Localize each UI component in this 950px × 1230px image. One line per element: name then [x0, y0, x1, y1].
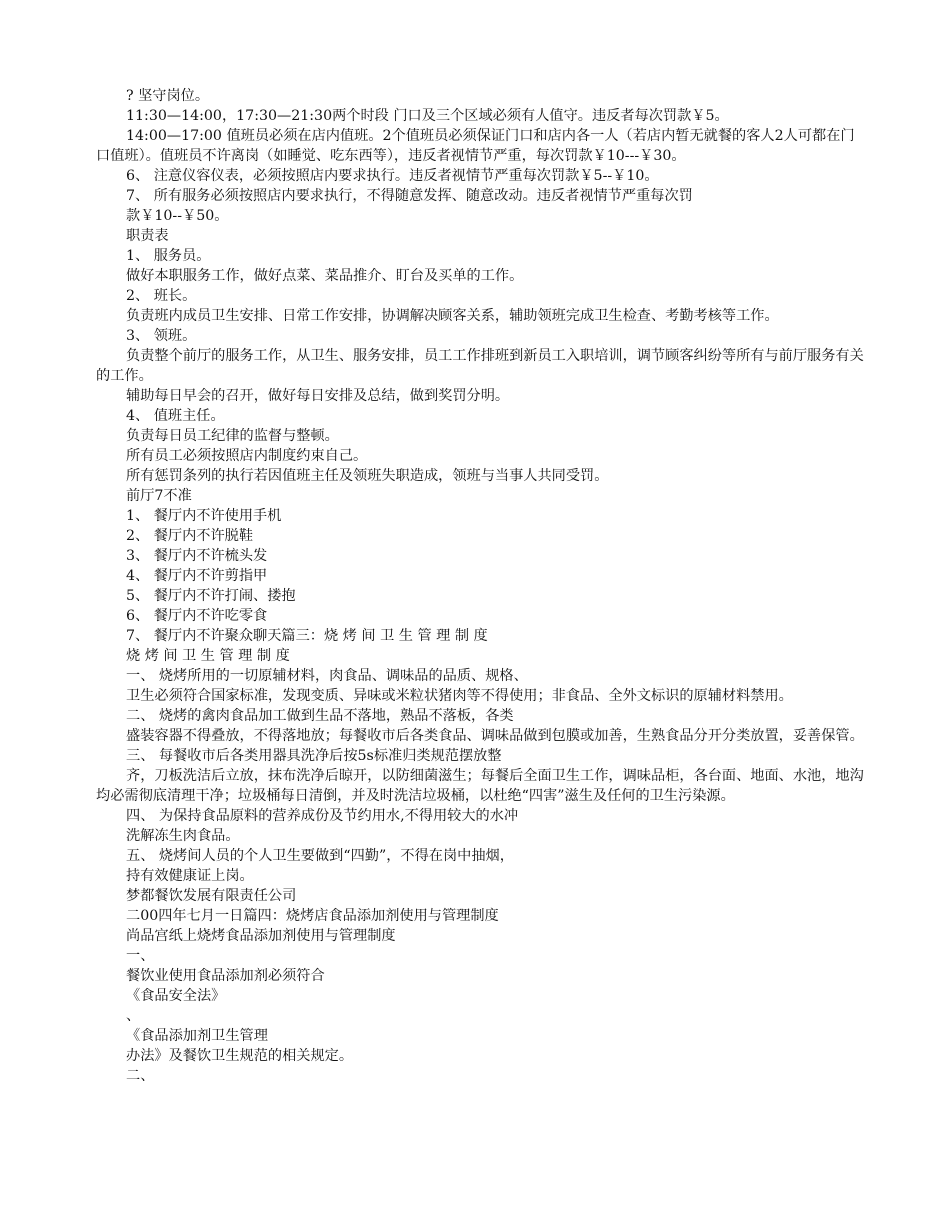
- document-line: 二、 烧烤的禽肉食品加工做到生品不落地，熟品不落板，各类: [126, 708, 514, 724]
- document-line: 二、: [126, 1068, 155, 1084]
- document-line: 6、 餐厅内不许吃零食: [126, 608, 268, 624]
- document-line: 负责整个前厅的服务工作，从卫生、服务安排，员工工作排班到新员工入职培训，调节顾客纠纷等所有与前厅服务有关的工作。: [96, 348, 864, 384]
- document-line: 二00四年七月一日篇四：烧烤店食品添加剂使用与管理制度: [126, 908, 499, 924]
- document-line: 做好本职服务工作，做好点菜、菜品推介、盯台及买单的工作。: [126, 268, 524, 284]
- document-line: 3、 领班。: [126, 328, 197, 344]
- document-line: 四、 为保持食品原料的营养成份及节约用水,不得用较大的水冲: [126, 808, 519, 824]
- document-line: 4、 餐厅内不许剪指甲: [126, 568, 268, 584]
- document-line: 1、 服务员。: [126, 248, 211, 264]
- document-line: 14:00—17:00 值班员必须在店内值班。2个值班员必须保证门口和店内各一人（若店内暂无就餐的客人2人可都在门口值班）。值班员不许离岗（如睡觉、吃东西等），违反者视情节严重，每次罚款￥10---￥30。: [96, 128, 855, 164]
- document-line: 职责表: [126, 228, 169, 244]
- document-line: 11:30—14:00，17:30—21:30两个时段 门口及三个区域必须有人值守。违反者每次罚款￥5。: [126, 108, 729, 124]
- document-line: 7、 所有服务必须按照店内要求执行，不得随意发挥、随意改动。违反者视情节严重每次罚: [126, 188, 693, 204]
- document-line: 负责班内成员卫生安排、日常工作安排，协调解决顾客关系，辅助领班完成卫生检查、考勤考核等工作。: [126, 308, 779, 324]
- document-line: 一、 烧烤所用的一切原辅材料，肉食品、调味品的品质、规格、: [126, 668, 528, 684]
- document-line: 洗解冻生肉食品。: [126, 828, 240, 844]
- document-line: 前厅7不准: [126, 488, 192, 504]
- document-line: 、: [126, 1008, 141, 1024]
- document-line: 7、 餐厅内不许聚众聊天篇三：烧 烤 间 卫 生 管 理 制 度: [126, 628, 488, 644]
- document-line: 五、 烧烤间人员的个人卫生要做到“四勤”，不得在岗中抽烟，: [126, 848, 514, 864]
- document-line: 一、: [126, 948, 155, 964]
- document-line: 2、 班长。: [126, 288, 197, 304]
- document-line: 负责每日员工纪律的监督与整顿。: [126, 428, 339, 444]
- document-line: 三、 每餐收市后各类用器具洗净后按5s标准归类规范摆放整: [126, 748, 502, 764]
- document-line: 盛装容器不得叠放，不得落地放；每餐收市后各类食品、调味品做到包膜或加善，生熟食品分开分类放置，妥善保管。: [126, 728, 864, 744]
- document-line: 《食品安全法》: [126, 988, 226, 1004]
- document-body: [96, 86, 866, 1086]
- document-line: 餐饮业使用食品添加剂必须符合: [126, 968, 325, 984]
- document-line: 款￥10--￥50。: [126, 208, 229, 224]
- document-line: 齐，刀板洗洁后立放，抹布洗净后晾开，以防细菌滋生；每餐后全面卫生工作，调味品柜，各台面、地面、水池，地沟均必需彻底清理干净；垃圾桶每日清倒，并及时洗洁垃圾桶，以杜绝“四害”滋生及任何的卫生污染源。: [96, 768, 864, 804]
- document-line: 所有员工必须按照店内制度约束自己。: [126, 448, 368, 464]
- document-line: 6、 注意仪容仪表，必须按照店内要求执行。违反者视情节严重每次罚款￥5--￥10。: [126, 168, 659, 184]
- document-line: 2、 餐厅内不许脱鞋: [126, 528, 254, 544]
- document-line: 1、 餐厅内不许使用手机: [126, 508, 282, 524]
- document-line: 5、 餐厅内不许打闹、搂抱: [126, 588, 296, 604]
- document-line: 3、 餐厅内不许梳头发: [126, 548, 268, 564]
- document-line: 卫生必须符合国家标准，发现变质、异味或米粒状猪肉等不得使用；非食品、全外文标识的原辅材料禁用。: [126, 688, 793, 704]
- document-line: ? 坚守岗位。: [126, 88, 210, 104]
- document-line: 办法》及餐饮卫生规范的相关规定。: [126, 1048, 354, 1064]
- document-line: 《食品添加剂卫生管理: [126, 1028, 268, 1044]
- document-line: 烧 烤 间 卫 生 管 理 制 度: [126, 648, 290, 664]
- document-line: 所有惩罚条列的执行若因值班主任及领班失职造成，领班与当事人共同受罚。: [126, 468, 609, 484]
- document-line: 4、 值班主任。: [126, 408, 225, 424]
- document-line: 梦都餐饮发展有限责任公司: [126, 888, 297, 904]
- document-line: 尚品宫纸上烧烤食品添加剂使用与管理制度: [126, 928, 396, 944]
- document-line: 持有效健康证上岗。: [126, 868, 254, 884]
- document-line: 辅助每日早会的召开，做好每日安排及总结，做到奖罚分明。: [126, 388, 510, 404]
